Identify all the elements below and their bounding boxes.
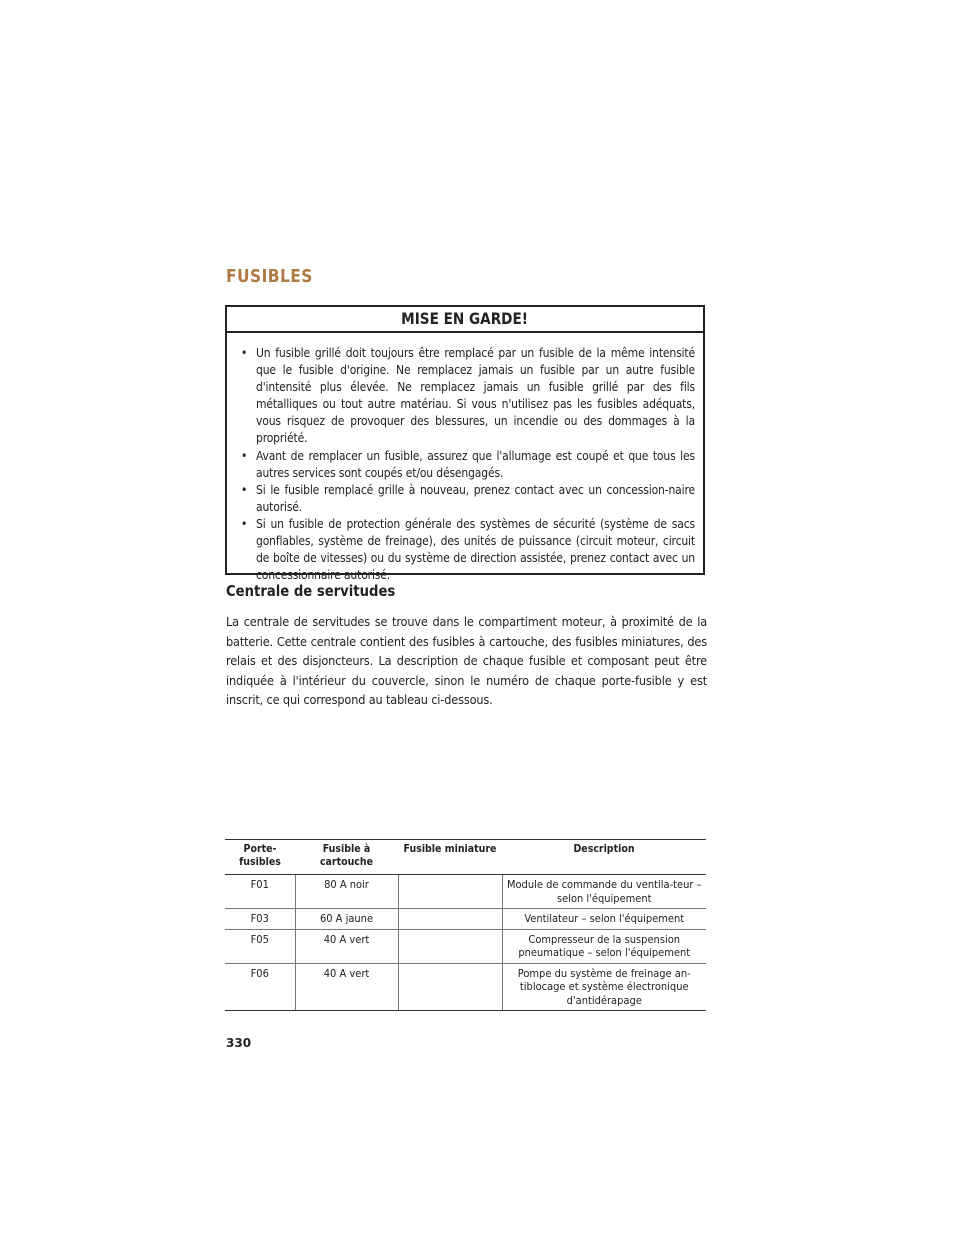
fuse-table [225, 839, 706, 1011]
table-row [225, 929, 706, 963]
header-cartridge: Fusible à cartouche [295, 840, 398, 875]
cell-holder: F03 [225, 909, 295, 930]
warning-item: • Si le fusible remplacé grille à nouveau, prenez contact avec un concession-naire autorisé. [241, 482, 695, 514]
warning-title: MISE EN GARDE! [227, 307, 703, 333]
cell-description: Pompe du système de freinage an-tiblocage et système électronique d'antidérapage [502, 963, 706, 1011]
page-number: 330 [226, 1036, 252, 1050]
cell-holder: F05 [225, 929, 295, 963]
subheading: Centrale de servitudes [226, 582, 396, 600]
warning-box [225, 305, 705, 583]
cell-cartridge: 80 A noir [295, 875, 398, 909]
cell-mini [398, 929, 502, 963]
cell-holder: F01 [225, 875, 295, 909]
cell-description: Ventilateur – selon l'équipement [502, 909, 706, 930]
warning-list [227, 333, 703, 584]
header-mini: Fusible miniature [398, 840, 502, 875]
table-row [225, 963, 706, 1011]
warning-item: • Avant de remplacer un fusible, assurez que l'allumage est coupé et que tous les autres services sont coupés et/ou désengagés. [241, 448, 695, 480]
cell-description: Module de commande du ventila-teur – selon l'équipement [502, 875, 706, 909]
section-title: FUSIBLES [226, 266, 313, 287]
warning-item: • Si un fusible de protection générale des systèmes de sécurité (système de sacs gonflables, système de freinage), des unités de puissance (circuit moteur, circuit de boîte de vitesses) ou du système de direction assistée, prenez contact avec un concessionnaire autorisé. [241, 516, 695, 583]
cell-cartridge: 40 A vert [295, 963, 398, 1011]
cell-holder: F06 [225, 963, 295, 1011]
table-row [225, 875, 706, 909]
body-paragraph: La centrale de servitudes se trouve dans le compartiment moteur, à proximité de la batterie. Cette centrale contient des fusibles à cartouche, des fusibles miniatures, des relais et des disjoncteurs. La description de chaque fusible et composant peut être indiquée à l'intérieur du couvercle, sinon le numéro de chaque porte-fusible y est inscrit, ce qui correspond au tableau ci-dessous. [226, 614, 707, 707]
cell-description: Compresseur de la suspension pneumatique – selon l'équipement [502, 929, 706, 963]
header-holder: Porte-fusibles [225, 840, 295, 875]
table-row [225, 909, 706, 930]
cell-cartridge: 40 A vert [295, 929, 398, 963]
table-header-row [225, 840, 706, 875]
warning-item: • Un fusible grillé doit toujours être remplacé par un fusible de la même intensité que le fusible d'origine. Ne remplacez jamais un fusible par un autre fusible d'intensité plus élevée. Ne remplacez jamais un fusible grillé par des fils métalliques ou tout autre matériau. Si vous n'utilisez pas les fusibles adéquats, vous risquez de provoquer des blessures, un incendie ou des dommages à la propriété. [241, 346, 695, 446]
cell-mini [398, 963, 502, 1011]
cell-cartridge: 60 A jaune [295, 909, 398, 930]
cell-mini [398, 909, 502, 930]
header-description: Description [502, 840, 706, 875]
cell-mini [398, 875, 502, 909]
